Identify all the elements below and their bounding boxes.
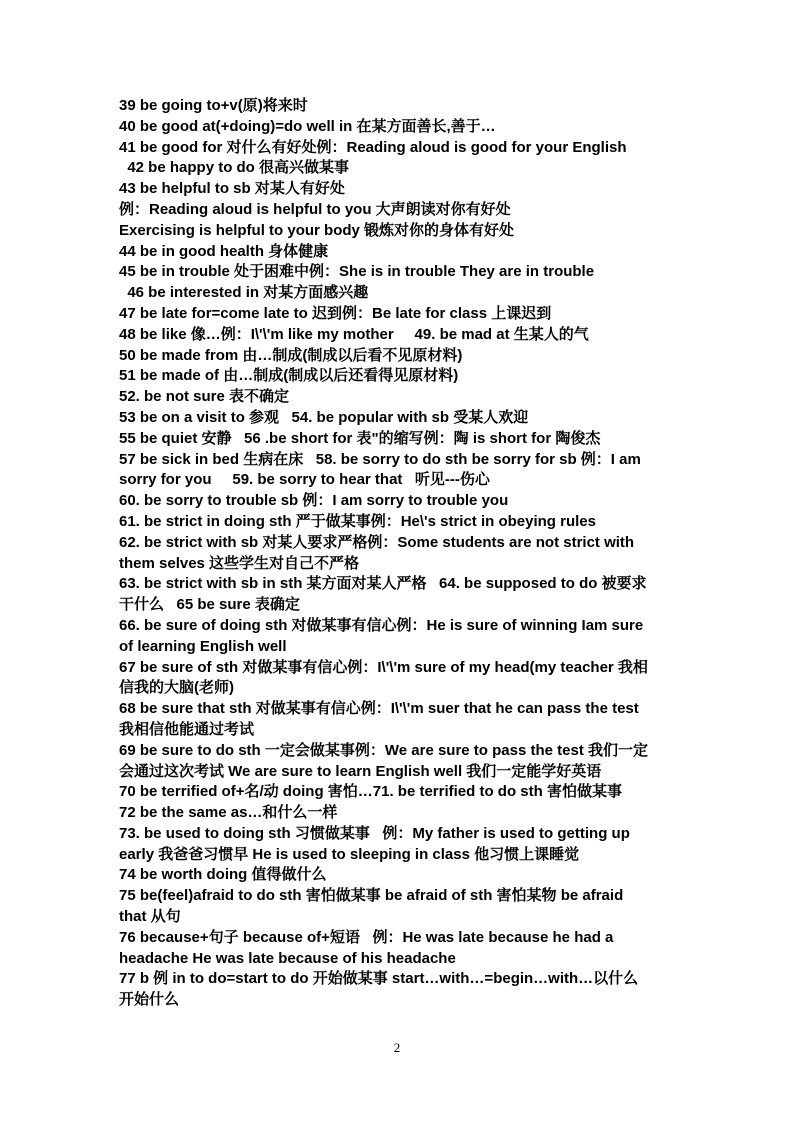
text-line: headache He was late because of his headache xyxy=(119,949,456,967)
text-line: 70 be terrified of+名/动 doing 害怕…71. be terrified to do sth 害怕做某事 xyxy=(119,783,622,801)
text-line: 42 be happy to do 很高兴做某事 xyxy=(119,159,350,177)
text-line: 73. be used to doing sth 习惯做某事 例：My father is used to getting up xyxy=(119,824,630,842)
text-line: 75 be(feel)afraid to do sth 害怕做某事 be afraid of sth 害怕某物 be afraid xyxy=(119,887,624,905)
text-line: 45 be in trouble 处于困难中例：She is in trouble They are in trouble xyxy=(119,263,595,281)
text-line: 41 be good for 对什么有好处例：Reading aloud is good for your English xyxy=(119,138,627,156)
text-line: 干什么 65 be sure 表确定 xyxy=(119,596,300,614)
text-line: 60. be sorry to trouble sb 例：I am sorry to trouble you xyxy=(119,492,509,510)
text-line: them selves 这些学生对自己不严格 xyxy=(119,554,360,572)
text-line: 我相信他能通过考试 xyxy=(119,720,255,738)
text-line: 开始什么 xyxy=(119,991,180,1009)
text-line: 52. be not sure 表不确定 xyxy=(119,388,290,406)
text-line: 55 be quiet 安静 56 .be short for 表"的缩写例：陶 is short for 陶俊杰 xyxy=(119,429,601,447)
text-line: 51 be made of 由…制成(制成以后还看得见原材料) xyxy=(119,367,459,385)
page-number: 2 xyxy=(393,1040,401,1055)
text-line: 67 be sure of sth 对做某事有信心例：I\'\'m sure of my head(my teacher 我相 xyxy=(119,658,648,676)
text-line: 46 be interested in 对某方面感兴趣 xyxy=(119,284,369,302)
text-line: early 我爸爸习惯早 He is used to sleeping in class 他习惯上课睡觉 xyxy=(119,845,580,863)
text-line: 69 be sure to do sth 一定会做某事例：We are sure to pass the test 我们一定 xyxy=(119,741,648,759)
text-line: that 从句 xyxy=(119,908,181,926)
text-line: 62. be strict with sb 对某人要求严格例：Some students are not strict with xyxy=(119,533,635,551)
text-line: 50 be made from 由…制成(制成以后看不见原材料) xyxy=(119,346,463,364)
text-line: 48 be like 像…例：I\'\'m like my mother 49. be mad at 生某人的气 xyxy=(119,325,589,343)
text-line: 68 be sure that sth 对做某事有信心例：I\'\'m suer that he can pass the test xyxy=(119,700,639,718)
text-line: 47 be late for=come late to 迟到例：Be late for class 上课迟到 xyxy=(119,304,552,322)
text-line: 43 be helpful to sb 对某人有好处 xyxy=(119,180,345,198)
text-line: 61. be strict in doing sth 严于做某事例：He\'s strict in obeying rules xyxy=(119,512,596,530)
text-line: 会通过这次考试 We are sure to learn English well 我们一定能学好英语 xyxy=(119,762,602,780)
text-line: 77 b 例 in to do=start to do 开始做某事 start…with…=begin…with…以什么 xyxy=(119,970,639,988)
text-line: 44 be in good health 身体健康 xyxy=(119,242,329,260)
text-line: 40 be good at(+doing)=do well in 在某方面善长,善于… xyxy=(119,117,496,135)
text-line: 74 be worth doing 值得做什么 xyxy=(119,866,327,884)
text-line: Exercising is helpful to your body 锻炼对你的身体有好处 xyxy=(119,221,515,239)
text-line: 57 be sick in bed 生病在床 58. be sorry to do sth be sorry for sb 例：I am xyxy=(119,450,641,468)
text-line: 53 be on a visit to 参观 54. be popular with sb 受某人欢迎 xyxy=(119,408,529,426)
text-line: 信我的大脑(老师) xyxy=(119,679,234,697)
text-line: 39 be going to+v(原)将来时 xyxy=(119,97,308,114)
text-line: 66. be sure of doing sth 对做某事有信心例：He is sure of winning Iam sure xyxy=(119,616,644,634)
text-line: of learning English well xyxy=(119,637,287,655)
text-line: 72 be the same as…和什么一样 xyxy=(119,804,338,822)
text-line: sorry for you 59. be sorry to hear that 听见---伤心 xyxy=(119,471,490,489)
text-line: 76 because+句子 because of+短语 例：He was late because he had a xyxy=(119,928,614,946)
page-body-text xyxy=(119,96,679,1011)
text-line: 63. be strict with sb in sth 某方面对某人严格 64. be supposed to do 被要求 xyxy=(119,575,647,593)
text-line: 例：Reading aloud is helpful to you 大声朗读对你有好处 xyxy=(119,200,511,218)
